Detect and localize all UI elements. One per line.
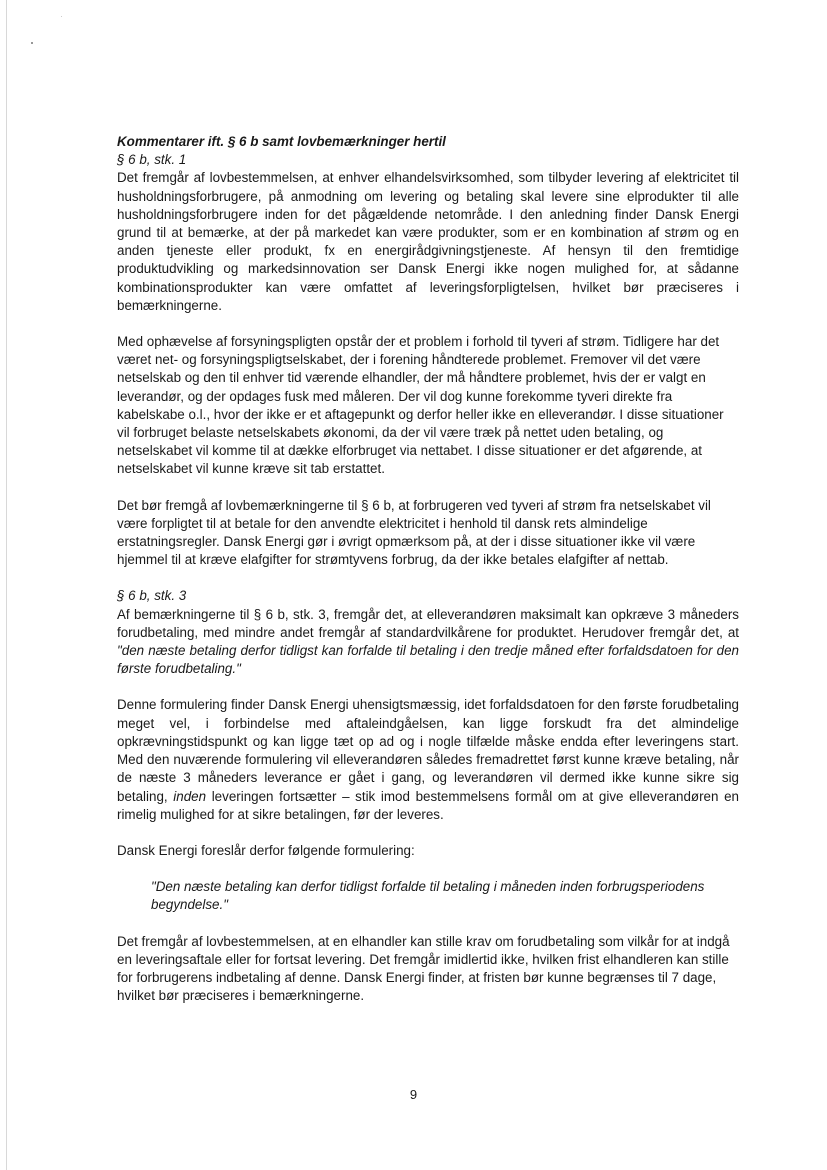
paragraph: Det fremgår af lovbestemmelsen, at en elhandler kan stille krav om forudbetaling som vilkår for at indgå en leveringsaftale eller for fortsat levering. Det fremgår imidlertid ikke, hvilken frist elhandleren kan stille for forbrugerens indbetaling af denne. Dansk Energi finder, at fristen bør kunne begrænses til 7 dage, hvilket bør præciseres i bemærkningerne. [117, 933, 730, 1004]
paragraph: Med ophævelse af forsyningspligten opstår der et problem i forhold til tyveri af strøm. Tidligere har det været net- og forsyningspligtselskabet, der i forening håndterede problemet. Fremover vil det være netselskab og den til enhver tid værende elhandler, der må håndtere problemet, hvis der er valgt en leverandør, og der opdages fusk med måleren. Der vil dog kunne forekomme tyveri direkte fra kabelskabe o.l., hvor der ikke er et aftagepunkt og derfor heller ikke en elleverandør. I disse situationer vil forbruget belaste netselskabets økonomi, da der vil være træk på nettet uden betaling, og netselskabet vil komme til at dække elforbruget via nettabet. I disse situationer er det afgørende, at netselskabet vil kunne kræve sit tab erstattet. [117, 334, 724, 477]
paragraph: Det fremgår af lovbestemmelsen, at enhver elhandelsvirksomhed, som tilbyder levering af elektricitet til husholdningsforbrugere, på anmodning om levering og betaling skal levere sine elprodukter til alle husholdningsforbrugere inden for det pågældende netområde. I den anledning finder Dansk Energi grund til at bemærke, at der på markedet kan være produkter, som er en kombination af strøm og en anden tjeneste eller produkt, fx en energirådgivningstjeneste. Af hensyn til den fremtidige produktudvikling og markedsinnovation ser Dansk Energi ikke nogen mulighed for, at sådanne kombinationsprodukter kan være omfattet af leveringsforpligtelsen, hvilket bør præciseres i bemærkningerne. [117, 170, 739, 313]
paragraph [117, 606, 739, 679]
section-heading: Kommentarer ift. § 6 b samt lovbemærkninger hertil [117, 134, 446, 149]
paragraph [117, 696, 739, 823]
paragraph-text: leveringen fortsætter – stik imod bestemmelsens formål om at give elleverandøren en rimelig mulighed for at sikre betalingen, før der leveres. [117, 788, 739, 822]
quoted-text: "den næste betaling derfor tidligst kan forfalde til betaling i den tredje måned efter forfaldsdatoen for den første forudbetaling." [117, 643, 739, 677]
paragraph: Det bør fremgå af lovbemærkningerne til § 6 b, at forbrugeren ved tyveri af strøm fra netselskabet vil være forpligtet til at betale for den anvendte elektricitet i henhold til dansk rets almindelige erstatningsregler. Dansk Energi gør i øvrigt opmærksom på, at der i disse situationer ikke vil være hjemmel til at kræve elafgifter for strømtyvens forbrug, da der ikke betales elafgifter af nettab. [117, 497, 711, 568]
scan-speck [31, 42, 33, 44]
scan-edge-line [6, 0, 7, 1170]
subsection-heading-stk1: § 6 b, stk. 1 [117, 152, 187, 168]
paragraph-text: Af bemærkningerne til § 6 b, stk. 3, fremgår det, at elleverandøren maksimalt kan opkræve 3 måneders forudbetaling, med mindre andet fremgår af standardvilkårene for produktet. Herudover fremgår det, at [117, 606, 739, 640]
scan-speck [61, 16, 62, 17]
emphasis-text: inden [173, 788, 207, 804]
document-body [117, 133, 739, 1005]
paragraph-text: Denne formulering finder Dansk Energi uhensigtsmæssig, idet forfaldsdatoen for den første forudbetaling meget vel, i forbindelse med aftaleindgåelsen, kan ligge forskudt fra det almindelige opkrævningstidspunkt og kan ligge tæt op ad og i nogle tilfælde måske endda efter leveringens start. Med den nuværende formulering vil elleverandøren således fremadrettet først kunne kræve betaling, når de næste 3 måneders leverance er gået i gang, og leverandøren vil dermed ikke kunne sikre sig betaling, [117, 697, 739, 804]
page-number: 9 [409, 1087, 418, 1102]
paragraph: Dansk Energi foreslår derfor følgende formulering: [117, 842, 415, 858]
proposed-wording-quote: "Den næste betaling kan derfor tidligst forfalde til betaling i måneden inden forbrugsperiodens begyndelse." [151, 879, 705, 913]
subsection-heading-stk3: § 6 b, stk. 3 [117, 588, 187, 604]
